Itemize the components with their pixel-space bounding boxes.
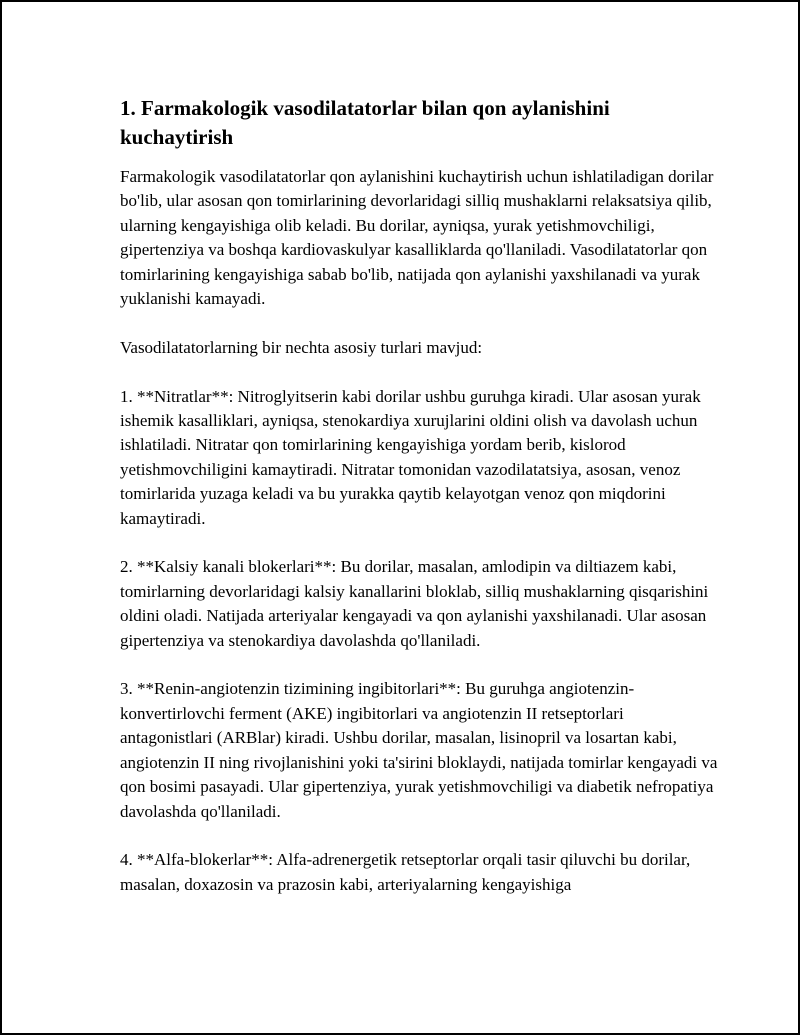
nitrates-paragraph: 1. **Nitratlar**: Nitroglyitserin kabi dorilar ushbu guruhga kiradi. Ular asosan yurak ishemik kasalliklari, ayniqsa, stenokardiya xurujlarini oldini olish va davolash uchun ishlatiladi. Nitratar qon tomirlarining kengayishiga yordam berib, kislorod yetishmovchiligini kamaytiradi. Nitratar tomonidan vazodilatatsiya, asosan, venoz tomirlarida yuzaga keladi va bu yurakka qaytib kelayotgan venoz qon miqdorini kamaytiradi. — [120, 386, 701, 528]
section-heading: 1. Farmakologik vasodilatatorlar bilan qon aylanishini kuchaytirish — [120, 96, 610, 149]
intro-paragraph: Farmakologik vasodilatatorlar qon aylanishini kuchaytirish uchun ishlatiladigan dorilar bo'lib, ular asosan qon tomirlarining devorlaridagi silliq mushaklarni relaksatsiya qilib, ularning kengayishiga olib keladi. Bu dorilar, ayniqsa, yurak yetishmovchiligi, gipertenziya va boshqa kardiovaskulyar kasalliklarda qo'llaniladi. Vasodilatatorlar qon tomirlarining kengayishiga sabab bo'lib, natijada qon aylanishi yaxshilanadi va yurak yuklanishi kamayadi. — [120, 167, 714, 309]
calcium-channel-blockers-paragraph: 2. **Kalsiy kanali blokerlari**: Bu dorilar, masalan, amlodipin va diltiazem kabi, tomirlarning devorlaridagi kalsiy kanallarini bloklab, silliq mushaklarning qisqarishini oldini oladi. Natijada arteriyalar kengayadi va qon aylanishi yaxshilanadi. Ular asosan gipertenziya va stenokardiya davolashda qo'llaniladi. — [120, 557, 709, 650]
document-body — [120, 94, 720, 922]
alpha-blockers-paragraph: 4. **Alfa-blokerlar**: Alfa-adrenergetik retseptorlar orqali tasir qiluvchi bu dorilar, masalan, doxazosin va prazosin kabi, arteriyalarning kengayishiga — [120, 850, 691, 894]
ras-inhibitors-paragraph: 3. **Renin-angiotenzin tizimining ingibitorlari**: Bu guruhga angiotenzin-konvertirlovchi ferment (AKE) ingibitorlari va angiotenzin II retseptorlari antagonistlari (ARBlar) kiradi. Ushbu dorilar, masalan, lisinopril va losartan kabi, angiotenzin II ning rivojlanishini yoki ta'sirini bloklaydi, natijada tomirlar kengayadi va qon bosimi pasayadi. Ular gipertenziya, yurak yetishmovchiligi va diabetik nefropatiya davolashda qo'llaniladi. — [120, 679, 718, 821]
types-intro-paragraph: Vasodilatatorlarning bir nechta asosiy turlari mavjud: — [120, 337, 483, 357]
